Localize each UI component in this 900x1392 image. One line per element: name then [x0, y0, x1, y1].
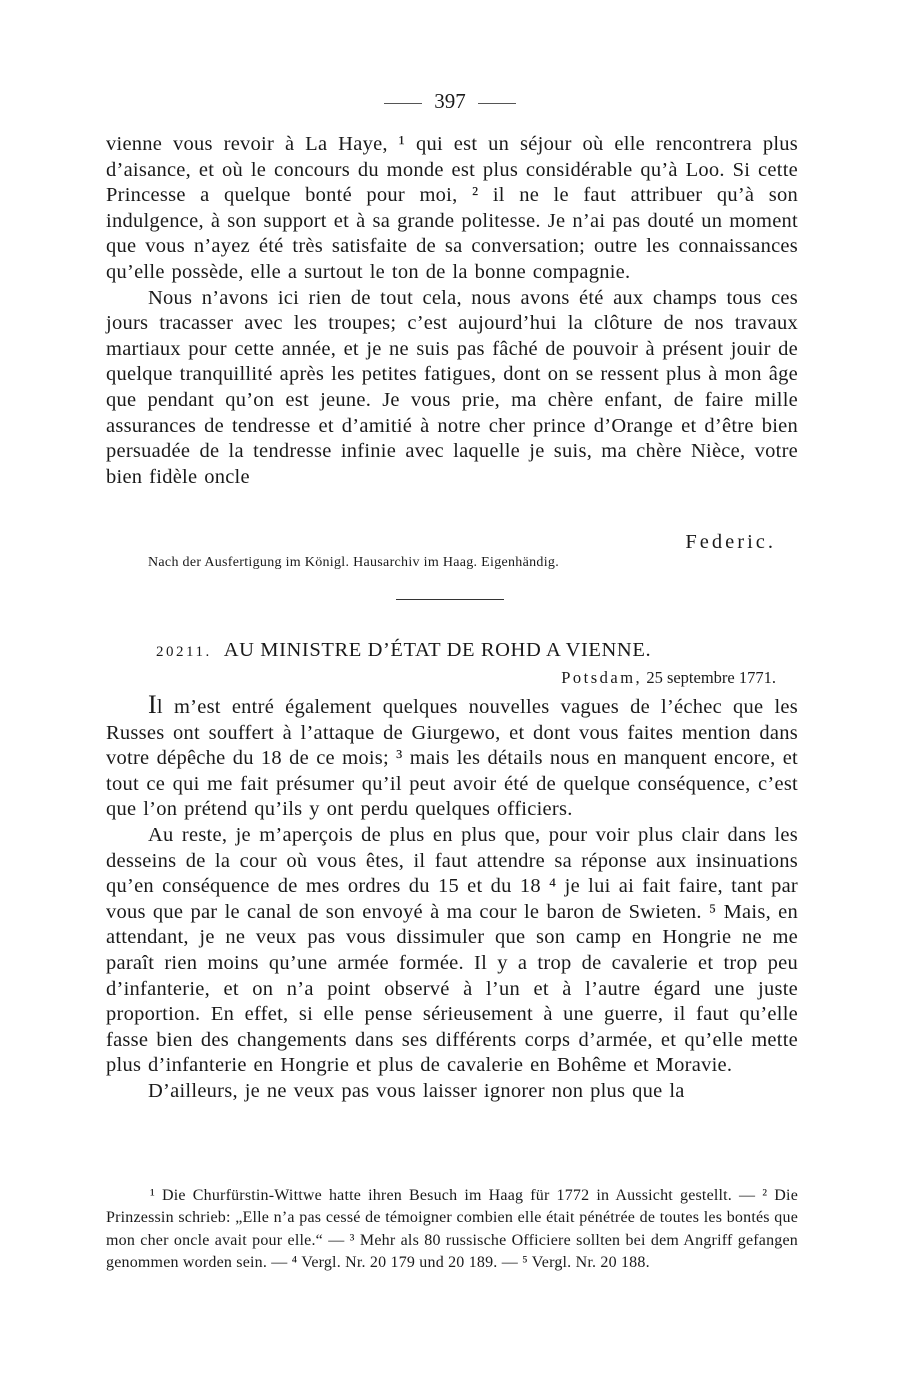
- letter1-body: [106, 132, 798, 490]
- letter2-number: 20211.: [156, 644, 212, 660]
- section-divider: [396, 599, 504, 600]
- letter2-paragraph-2: Au reste, je m’aperçois de plus en plus que, pour voir plus clair dans les desseins de la cour où vous êtes, il faut attendre sa réponse aux insinuations qu’en conséquence de mes ordres du 15 et du 18 ⁴ je lui ai fait faire, tant par vous que par le canal de son envoyé à ma cour le baron de Swieten. ⁵ Mais, en attendant, je ne veux pas vous dissimuler que son camp en Hongrie ne me paraît rien moins qu’une armée formée. Il y a trop de cavalerie et trop peu d’infanterie, et on n’a point observé à l’un et à l’autre égard une juste proportion. En effet, si elle pense sérieusement à une guerre, il faut qu’elle fasse bien des changements dans ses différents corps d’armée, et qu’elle mette plus d’infanterie en Hongrie et plus de cavalerie en Bohême et Moravie.: [106, 823, 798, 1077]
- letter1-signature: Federic.: [685, 531, 776, 553]
- letter2-paragraph-1: Il m’est entré également quelques nouvelles vagues de l’échec que les Russes ont souffert à l’attaque de Giurgewo, et dont vous faites mention dans votre dépêche du 18 de ce mois; ³ mais les détails nous en manquent encore, et tout ce qui me fait présumer qu’il peut avoir été de quelque conséquence, c’est que l’on prétend qu’ils y ont perdu quelques officiers.: [106, 690, 798, 821]
- letter2-place: Potsdam,: [561, 668, 643, 687]
- letter1-paragraph-1: vienne vous revoir à La Haye, ¹ qui est un séjour où elle rencontrera plus d’aisance, et où le concours du monde est plus considérable qu’à Loo. Si cette Princesse a quelque bonté pour moi, ² il ne le faut attribuer qu’à son indulgence, à son support et à sa grande politesse. Je n’ai pas douté un moment que vous n’ayez été très satisfaite de sa conversation; outre les connaissances qu’elle possède, elle a surtout le ton de la bonne compagnie.: [106, 133, 798, 283]
- letter2-body: [106, 692, 798, 1105]
- letter2-title: AU MINISTRE D’ÉTAT DE ROHD A VIENNE.: [223, 639, 652, 661]
- header-rule-left: [384, 103, 422, 104]
- letter1-source-note: Nach der Ausfertigung im Königl. Hausarchiv im Haag. Eigenhändig.: [148, 555, 560, 570]
- page-header: [0, 88, 900, 114]
- header-rule-right: [478, 103, 516, 104]
- letter2-heading: [156, 639, 651, 662]
- page-number: 397: [434, 89, 466, 113]
- letter2-date: 25 septembre 1771.: [646, 668, 776, 687]
- letter2-paragraph-3: D’ailleurs, je ne veux pas vous laisser ignorer non plus que la: [148, 1079, 685, 1102]
- letter1-paragraph-2: Nous n’avons ici rien de tout cela, nous avons été aux champs tous ces jours tracasser avec les troupes; c’est aujourd’hui la clôture de nos travaux martiaux pour cette année, et je ne suis pas fâché de pouvoir à présent jouir de quelque tranquillité après les petites fatigues, dont on se ressent plus à mon âge que pendant qu’on est jeune. Je vous prie, ma chère enfant, de faire mille assurances de tendresse et d’amitié à notre cher prince d’Orange et d’être bien persuadée de la tendresse infinie avec laquelle je suis, ma chère Nièce, votre bien fidèle oncle: [106, 286, 798, 488]
- letter2-place-date: [561, 668, 776, 688]
- footnotes: ¹ Die Churfürstin-Wittwe hatte ihren Besuch im Haag für 1772 in Aussicht gestellt. — ² Die Prinzessin schrieb: „Elle n’a pas cessé de témoigner combien elle était pénétrée de toutes les bontés que mon cher oncle avait pour elle.“ — ³ Mehr als 80 russische Officiere sollten bei dem Angriff gefangen genommen worden sein. — ⁴ Vergl. Nr. 20 179 und 20 189. — ⁵ Vergl. Nr. 20 188.: [106, 1187, 798, 1272]
